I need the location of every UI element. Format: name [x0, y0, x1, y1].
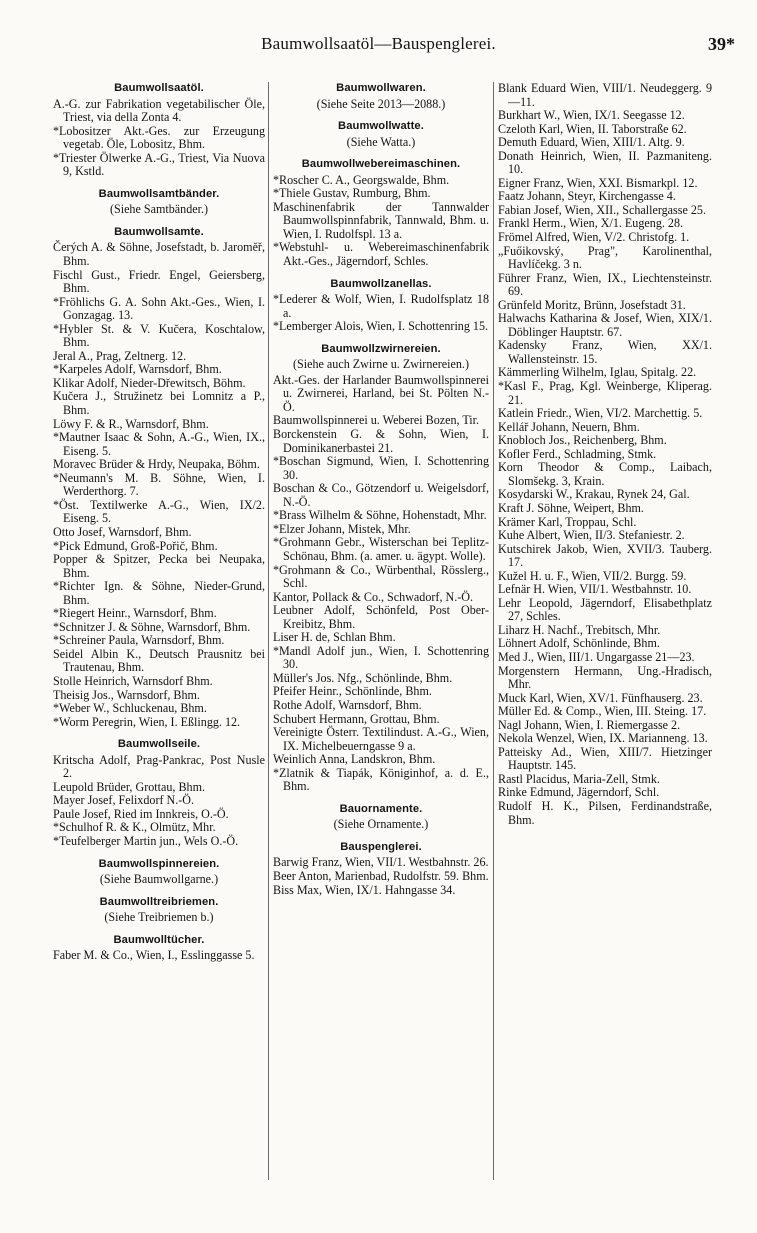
directory-entry: „Fuőikovský, Prag", Karolinenthal, Havlíčekg. 3 n. [498, 243, 712, 272]
directory-entry: Schubert Hermann, Grottau, Bhm. [273, 711, 440, 726]
directory-entry: *Brass Wilhelm & Söhne, Hohenstadt, Mhr. [273, 508, 487, 523]
directory-entry: Kadensky Franz, Wien, XX/1. Wallensteinstr. 15. [498, 338, 712, 366]
section-heading: Baumwollwaren. [336, 82, 426, 94]
directory-entry: Paule Josef, Ried im Innkreis, O.-Ö. [53, 806, 229, 821]
directory-entry: *Grohmann Gebr., Wisterschan bei Teplitz-Schönau, Bhm. (a. amer. u. ägypt. Wolle). [273, 535, 489, 563]
directory-entry: *Riegert Heinr., Warnsdorf, Bhm. [53, 606, 217, 621]
directory-entry: Faatz Johann, Steyr, Kirchengasse 4. [498, 189, 676, 204]
directory-entry: *Mandl Adolf jun., Wien, I. Schottenring 30. [273, 643, 489, 672]
directory-entry: Czeloth Karl, Wien, II. Taborstraße 62. [498, 121, 687, 136]
directory-entry: Donath Heinrich, Wien, II. Pazmaniteng. 10. [498, 148, 712, 177]
directory-entry: Borckenstein G. & Sohn, Wien, I. Dominikanerbastei 21. [273, 427, 489, 455]
directory-entry: *Richter Ign. & Söhne, Nieder-Grund, Bhm. [53, 579, 265, 607]
directory-entry: *Webstuhl- u. Webereimaschinenfabrik Akt.-Ges., Jägerndorf, Schles. [273, 240, 489, 269]
column-divider [493, 82, 494, 1180]
directory-entry: Rinke Edmund, Jägerndorf, Schl. [498, 785, 660, 800]
section-heading: Baumwollspinnereien. [98, 857, 220, 870]
directory-entry: Popper & Spitzer, Pecka bei Neupaka, Bhm. [53, 552, 265, 580]
directory-entry: Med J., Wien, III/1. Ungargasse 21—23. [498, 649, 695, 664]
section-heading: Baumwollsamte. [114, 225, 204, 238]
directory-entry: Weinlich Anna, Landskron, Bhm. [273, 752, 436, 767]
directory-entry: *Lederer & Wolf, Wien, I. Rudolfsplatz 18 a. [273, 292, 489, 320]
directory-entry: *Schreiner Paula, Warnsdorf, Bhm. [53, 633, 225, 648]
directory-entry: *Zlatnik & Tiapák, Königinhof, a. d. E., Bhm. [273, 765, 489, 794]
directory-entry: Halwachs Katharina & Josef, Wien, XIX/1. Döblinger Hauptstr. 67. [498, 311, 712, 339]
directory-entry: *Lobositzer Akt.-Ges. zur Erzeugung vegetab. Öle, Lobositz, Bhm. [53, 123, 265, 152]
page-title: Baumwollsaatöl—Bauspenglerei. [261, 34, 496, 53]
directory-entry: Knobloch Jos., Reichenberg, Bhm. [498, 433, 667, 448]
directory-entry: Nagl Johann, Wien, I. Riemergasse 2. [498, 717, 681, 732]
running-header [0, 34, 757, 56]
directory-entry: Rudolf H. K., Pilsen, Ferdinandstraße, Bhm. [498, 798, 712, 827]
column-1 [53, 82, 265, 963]
directory-entry: Blank Eduard Wien, VIII/1. Neudeggerg. 9—11. [498, 81, 712, 109]
directory-entry: Kutschirek Jakob, Wien, XVII/3. Tauberg. 17. [498, 541, 712, 570]
cross-reference-note: (Siehe Seite 2013—2088.) [316, 96, 446, 111]
directory-entry: Korn Theodor & Comp., Laibach, Slomšekg. 3, Krain. [498, 460, 712, 488]
directory-entry: Kužel H. u. F., Wien, VII/2. Burgg. 59. [498, 568, 687, 583]
directory-entry: Liharz H. Nachf., Trebitsch, Mhr. [498, 622, 661, 637]
directory-entry: Katlein Friedr., Wien, VI/2. Marchettig. 5. [498, 406, 703, 421]
cross-reference-note: (Siehe auch Zwirne u. Zwirnereien.) [293, 357, 469, 372]
column-3 [498, 82, 712, 827]
directory-entry: *Weber W., Schluckenau, Bhm. [53, 701, 207, 716]
directory-entry: Kämmerling Wilhelm, Iglau, Spitalg. 22. [498, 365, 697, 380]
directory-entry: *Karpeles Adolf, Warnsdorf, Bhm. [53, 362, 222, 377]
directory-entry: Grünfeld Moritz, Brünn, Josefstadt 31. [498, 297, 686, 312]
directory-entry: Faber M. & Co., Wien, I., Esslinggasse 5. [53, 948, 255, 963]
directory-entry: Beer Anton, Marienbad, Rudolfstr. 59. Bhm. [273, 868, 489, 883]
directory-entry: Mayer Josef, Felixdorf N.-Ö. [53, 793, 195, 808]
section-heading: Baumwollseile. [117, 738, 201, 751]
directory-entry: Müller Ed. & Comp., Wien, III. Steing. 17. [498, 704, 707, 719]
column-2 [273, 82, 489, 897]
directory-entry: Patteisky Ad., Wien, XIII/7. Hietzinger Hauptstr. 145. [498, 744, 712, 773]
directory-entry: *Grohmann & Co., Würbenthal, Rösslerg., Schl. [273, 562, 489, 591]
directory-entry: Seidel Albin K., Deutsch Prausnitz bei Trautenau, Bhm. [53, 646, 265, 675]
directory-entry: *Schnitzer J. & Söhne, Warnsdorf, Bhm. [53, 619, 251, 634]
directory-entry: *Kasl F., Prag, Kgl. Weinberge, Kliperag. 21. [498, 379, 712, 407]
directory-entry: Moravec Brüder & Hrdy, Neupaka, Böhm. [53, 457, 260, 472]
directory-entry: *Hybler St. & V. Kučera, Koschtalow, Bhm. [53, 321, 265, 350]
directory-entry: Vereinigte Österr. Textilindust. A.-G., Wien, IX. Michelbeuerngasse 9 a. [273, 725, 489, 753]
directory-entry: Fischl Gust., Friedr. Engel, Geiersberg, Bhm. [53, 267, 265, 296]
directory-entry: Frömel Alfred, Wien, V/2. Christofg. 1. [498, 230, 690, 245]
section-heading: Bauspenglerei. [340, 840, 422, 853]
column-divider [268, 82, 269, 1180]
directory-entry: Pfeifer Heinr., Schönlinde, Bhm. [273, 684, 432, 699]
directory-entry: Eigner Franz, Wien, XXI. Bismarkpl. 12. [498, 175, 698, 190]
cross-reference-note: (Siehe Watta.) [346, 134, 416, 149]
directory-entry: Kofler Ferd., Schladming, Stmk. [498, 446, 657, 461]
directory-entry: Rothe Adolf, Warnsdorf, Bhm. [273, 697, 422, 712]
directory-entry: Müller's Jos. Nfg., Schönlinde, Bhm. [273, 670, 453, 685]
directory-entry: Kosydarski W., Krakau, Rynek 24, Gal. [498, 487, 690, 502]
directory-entry: Stolle Heinrich, Warnsdorf Bhm. [53, 673, 213, 688]
directory-entry: *Boschan Sigmund, Wien, I. Schottenring 30. [273, 454, 489, 482]
directory-entry: Löwy F. & R., Warnsdorf, Bhm. [53, 416, 209, 431]
directory-entry: Čerých A. & Söhne, Josefstadt, b. Jaroměř, Bhm. [53, 240, 265, 269]
directory-entry: Kritscha Adolf, Prag-Pankrac, Post Nusle 2. [53, 752, 265, 781]
directory-entry: *Fröhlichs G. A. Sohn Akt.-Ges., Wien, I. Gonzagag. 13. [53, 294, 265, 323]
directory-entry: Kučera J., Stružinetz bei Lomnitz a P., Bhm. [53, 389, 265, 418]
directory-entry: Leupold Brüder, Grottau, Bhm. [53, 779, 206, 794]
directory-entry: Löhnert Adolf, Schönlinde, Bhm. [498, 636, 660, 651]
directory-entry: Führer Franz, Wien, IX., Liechtensteinstr. 69. [498, 270, 712, 299]
directory-entry: *Mautner Isaac & Sohn, A.-G., Wien, IX., Eiseng. 5. [53, 430, 265, 458]
section-heading: Baumwollwebereimaschinen. [301, 158, 461, 171]
directory-entry: Boschan & Co., Götzendorf u. Weigelsdorf, N.-Ö. [273, 481, 489, 509]
directory-entry: Theisig Jos., Warnsdorf, Bhm. [53, 687, 200, 702]
directory-entry: Baumwollspinnerei u. Weberei Bozen, Tir. [273, 413, 480, 428]
directory-entry: *Schulhof R. & K., Olmütz, Mhr. [53, 820, 216, 835]
directory-entry: Burkhart W., Wien, IX/1. Seegasse 12. [498, 108, 685, 123]
section-heading: Baumwollzwirnereien. [321, 342, 441, 355]
directory-entry: Morgenstern Hermann, Ung.-Hradisch, Mhr. [498, 663, 712, 692]
directory-entry: Muck Karl, Wien, XV/1. Fünfhauserg. 23. [498, 690, 703, 705]
directory-entry: *Öst. Textilwerke A.-G., Wien, IX/2. Eiseng. 5. [53, 497, 265, 526]
page-number: 39* [708, 34, 735, 54]
directory-entry: Klikar Adolf, Nieder-Dřewitsch, Böhm. [53, 375, 246, 390]
directory-entry: *Teufelberger Martin jun., Wels O.-Ö. [53, 833, 239, 848]
section-heading: Bauornamente. [339, 802, 423, 815]
directory-entry: Kuhe Albert, Wien, II/3. Stefaniestr. 2. [498, 528, 685, 543]
directory-entry: *Triester Ölwerke A.-G., Triest, Via Nuova 9, Kstld. [53, 150, 265, 179]
section-heading: Baumwollsaatöl. [114, 82, 204, 94]
directory-entry: *Lemberger Alois, Wien, I. Schottenring 15. [273, 319, 489, 334]
directory-entry: *Elzer Johann, Mistek, Mhr. [273, 521, 411, 536]
cross-reference-note: (Siehe Baumwollgarne.) [99, 872, 219, 887]
directory-entry: Kraft J. Söhne, Weipert, Bhm. [498, 500, 644, 515]
directory-entry: Maschinenfabrik der Tannwalder Baumwollspinnfabrik, Tannwald, Bhm. u. Wien, I. Rudolfspl. 13 a. [273, 199, 489, 241]
directory-entry: Krämer Karl, Troppau, Schl. [498, 514, 637, 529]
directory-entry: A.-G. zur Fabrikation vegetabilischer Öle, Triest, via della Zonta 4. [53, 96, 265, 125]
section-heading: Baumwolltreibriemen. [99, 895, 219, 908]
directory-entry: *Pick Edmund, Groß-Pořič, Bhm. [53, 538, 218, 553]
directory-entry: Lefnär H. Wien, VII/1. Westbahnstr. 10. [498, 582, 692, 597]
section-heading: Baumwollzanellas. [330, 277, 432, 290]
directory-entry: Jeral A., Prag, Zeltnerg. 12. [53, 348, 187, 363]
directory-entry: Lehr Leopold, Jägerndorf, Elisabethplatz 27, Schles. [498, 595, 712, 624]
directory-entry: Demuth Eduard, Wien, XIII/1. Altg. 9. [498, 135, 685, 150]
directory-entry: Kantor, Pollack & Co., Schwadorf, N.-Ö. [273, 589, 474, 604]
section-heading: Baumwollwatte. [338, 120, 424, 133]
section-heading: Baumwollsamtbänder. [98, 187, 220, 200]
directory-entry: *Neumann's M. B. Söhne, Wien, I. Werderthorg. 7. [53, 470, 265, 499]
directory-entry: Kellář Johann, Neuern, Bhm. [498, 419, 640, 434]
directory-entry: *Worm Peregrin, Wien, I. Eßlingg. 12. [53, 714, 241, 729]
directory-entry: Akt.-Ges. der Harlander Baumwollspinnerei u. Zwirnerei, Harland, bei St. Pölten N.-Ö. [273, 372, 489, 414]
directory-entry: Nekola Wenzel, Wien, IX. Marianneng. 13. [498, 731, 708, 746]
directory-entry: *Roscher C. A., Georgswalde, Bhm. [273, 172, 450, 187]
directory-entry: *Thiele Gustav, Rumburg, Bhm. [273, 186, 431, 201]
directory-entry: Rastl Placidus, Maria-Zell, Stmk. [498, 771, 660, 786]
directory-entry: Leubner Adolf, Schönfeld, Post Ober-Kreibitz, Bhm. [273, 603, 489, 631]
directory-entry: Biss Max, Wien, IX/1. Hahngasse 34. [273, 882, 456, 897]
directory-entry: Barwig Franz, Wien, VII/1. Westbahnstr. 26. [273, 855, 489, 870]
cross-reference-note: (Siehe Treibriemen b.) [104, 910, 214, 925]
section-heading: Baumwolltücher. [113, 933, 205, 946]
directory-entry: Liser H. de, Schlan Bhm. [273, 630, 396, 645]
directory-entry: Frankl Herm., Wien, X/1. Eugeng. 28. [498, 216, 684, 231]
directory-entry: Otto Josef, Warnsdorf, Bhm. [53, 524, 192, 539]
cross-reference-note: (Siehe Samtbänder.) [109, 202, 209, 217]
directory-entry: Fabian Josef, Wien, XII., Schallergasse 25. [498, 202, 706, 217]
cross-reference-note: (Siehe Ornamente.) [333, 817, 429, 832]
